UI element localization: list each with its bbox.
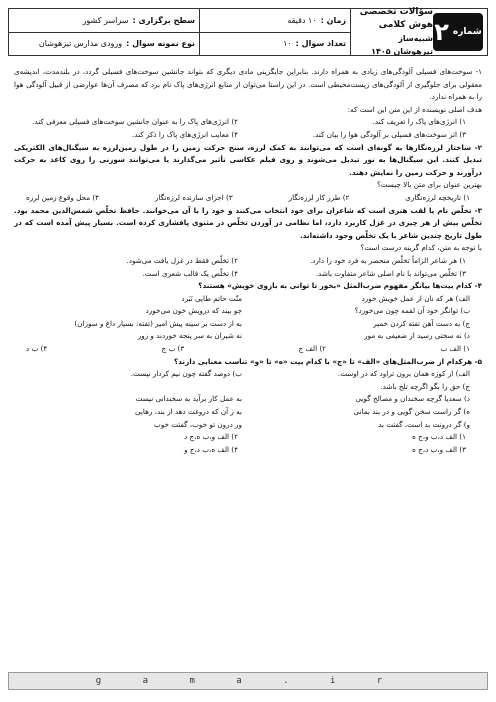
- type-label: نوع نمونه سوال :: [126, 39, 195, 49]
- time-label: زمان :: [320, 15, 346, 25]
- q1-option-4[interactable]: ۴) معایب انرژی‌های پاک را ذکر کند.: [132, 129, 238, 139]
- q4-option-1[interactable]: ۱) الف ب: [440, 344, 470, 354]
- q5-option-2[interactable]: ۲) الف و،ب ه،ج د: [184, 432, 238, 442]
- exam-header: [8, 8, 488, 56]
- exam-title-line2: شبیه‌ساز تیزهوشان ۱۴۰۵: [371, 34, 433, 56]
- q5-verse-d2: به عمل کار برآید به سخندانی نیست: [135, 394, 242, 404]
- question-5-verses: [14, 393, 482, 431]
- q2-option-3[interactable]: ۳) اجزای سازنده لرزه‌نگار: [154, 192, 233, 202]
- q3-option-3[interactable]: ۳) تخلّص می‌تواند با نام اصلی شاعر متفاوت باشد.: [315, 268, 466, 278]
- question-2-options: [14, 192, 482, 205]
- question-4-options: [14, 343, 482, 356]
- q5-proverb-b: ب) دوصد گفته چون نیم کردار نیست.: [130, 369, 242, 379]
- question-3-options: [14, 255, 482, 280]
- q4-verse-b1: ب) توانگر خود آن لقمه چون می‌خورد؟: [354, 306, 470, 316]
- q1-option-2[interactable]: ۲) انرژی‌های پاک را به عنوان جانشین سوخت‌های فسیلی معرفی کند.: [32, 117, 238, 127]
- q5-verse-f2: ور درون تو خوب، گفتت خوب: [154, 419, 242, 429]
- question-2-text: ۲- ساختار لرزه‌نگارها به گونه‌ای است که می‌توانند به کمک لرزه، سنج حرکت زمین را در طول زمین‌لرزه به سیگنال‌های الکتریکی تبدیل کنند. این سیگنال‌ها به نور تبدیل می‌شوند و روی فیلم عکاسی تأثیر می‌گذارند یا می‌توانند سوزنی را روی کاغذ به حرکت درآورند و حرکت زمین را نمایش دهند.: [14, 142, 482, 177]
- question-3-text: ۳- تخلّص نام یا لقب هنری است که شاعران برای خود انتخاب می‌کنند و خود را با آن می‌خوانند. حافظ تخلّص شمس‌الدین محمد بود. تخلّص بیش از هر چیزی در غزل کاربرد دارد، اما نظامی در آوردن تخلّص در مثنوی پافشاری کرده است. بسیار پیش آمده است که در طول تاریخ چندین شاعر با یک تخلّص وجود داشته‌اند.: [14, 205, 482, 240]
- footer-bar: [8, 672, 488, 690]
- header-info-mid: [200, 9, 351, 55]
- question-1-text: ۱- سوخت‌های فسیلی آلودگی‌های زیادی به همراه دارند. بنابراین جایگزینی مادی دیگری که بتواند جانشین سوخت‌های فسیلی گردد، در بلندمدت، اندیشه‌ی معقولی برای جلوگیری از آلودگی‌های زیست‌محیطی است. در این راستا می‌توان از منابع انرژی‌های پاک نام برد که مصرف آن‌ها عوارضی از قبیل آلودگی هوا را به همراه ندارد.: [14, 67, 482, 102]
- level-cell: [9, 9, 199, 32]
- q4-verse-d2: نه شیران به سر پنجه خوردند و زور: [137, 331, 242, 341]
- question-3-prompt: با توجه به متن، کدام گزینه درست است؟: [360, 243, 482, 253]
- q1-option-1[interactable]: ۱) انرژی‌های پاک را تعریف کند.: [372, 117, 466, 127]
- q4-verse-c2: به از دست بر سینه پیش امیر (تفته: بسیار داغ و سوزان): [74, 318, 242, 328]
- count-cell: [200, 32, 350, 56]
- q5-option-1[interactable]: ۱) الف د،ب و،ج ه: [412, 432, 466, 442]
- q3-option-4[interactable]: ۴) تخلّص یک قالب شعری است.: [142, 268, 238, 278]
- q5-option-4[interactable]: ۴) الف ه،ب د،ج و: [184, 444, 238, 454]
- badge-number: ۲: [434, 18, 449, 46]
- q5-verse-f1: و) گر درونت بد است، گفتت بد: [378, 419, 470, 429]
- badge-label: شماره: [452, 27, 482, 37]
- header-info-left: [9, 9, 200, 55]
- q4-verse-a2: منّت حاتم طایی نَبَرد: [181, 293, 242, 303]
- q5-proverb-a: الف) از کوزه همان برون تراود که در اوست.: [337, 369, 470, 379]
- q4-option-4[interactable]: ۴) ب د: [26, 344, 48, 354]
- question-1-prompt: هدف اصلی نویسنده از این متن این است که:: [347, 104, 482, 114]
- q5-verse-e1: ه) گر راست سخن گویی و در بند بمانی: [353, 407, 470, 417]
- q4-verse-d1: د) نه سختی رسید از ضعیفی به مور: [364, 331, 470, 341]
- q4-verse-c1: ج) به دست آهن تفته کردن خمیر: [373, 318, 470, 328]
- q4-verse-b2: چو بیند که درویش خون می‌خورد: [145, 306, 242, 316]
- header-title-area: [351, 9, 487, 55]
- q5-proverb-c: ج) حق را بگو اگرچه تلخ باشد.: [380, 381, 470, 391]
- time-cell: [200, 9, 350, 32]
- q4-option-2[interactable]: ۲) الف ج: [298, 344, 327, 354]
- level-value: سراسر کشور: [82, 15, 129, 25]
- exam-title: [357, 6, 433, 58]
- q4-option-3[interactable]: ۳) ب ج: [161, 344, 185, 354]
- question-2-prompt: بهترین عنوان برای متن بالا چیست؟: [376, 180, 482, 190]
- q5-verse-e2: به ز آن که دروغت دهد از بند، رهایی: [134, 407, 242, 417]
- question-4-text: ۴- کدام بیت‌ها بیانگر مفهوم ضرب‌المثل «بخور تا توانی به بازوی خویش» هستند؟: [198, 281, 482, 291]
- q5-verse-d1: د) سعدیا گرچه سخندان و مصالح گویی: [355, 394, 470, 404]
- exam-number-badge: [433, 13, 483, 51]
- q2-option-1[interactable]: ۱) تاریخچه لرزه‌نگاری: [405, 192, 470, 202]
- question-1-options: [14, 116, 482, 141]
- exam-title-line1: سؤالات تخصصی هوش کلامی: [359, 7, 433, 30]
- q5-option-3[interactable]: ۳) الف و،ب د،ج ه: [412, 444, 466, 454]
- count-value: ۱۰: [283, 39, 292, 49]
- q3-option-2[interactable]: ۲) تخلّص فقط در غزل یافت می‌شود.: [126, 255, 238, 265]
- q4-verse-a1: الف) هر که نان از عمل خویش خورد: [361, 293, 470, 303]
- type-value: ورودی مدارس تیزهوشان: [38, 39, 123, 49]
- count-label: تعداد سوال :: [295, 39, 346, 49]
- question-4-verses: [14, 293, 482, 343]
- time-value: ۱۰ دقیقه: [287, 15, 317, 25]
- q3-option-1[interactable]: ۱) هر شاعر الزاماً تخلّص منحصر به فرد خود را دارد.: [309, 255, 466, 265]
- question-5-proverbs: [14, 368, 482, 393]
- footer-site: g a m a . i r: [95, 676, 401, 686]
- question-5-text: ۵- هرکدام از ضرب‌المثل‌های «الف» تا «ج» با کدام بیت «ه» تا «و» تناسب معنایی دارند؟: [174, 356, 482, 366]
- questions-area: [14, 66, 482, 456]
- q1-option-3[interactable]: ۳) اثر سوخت‌های فسیلی بر آلودگی هوا را بیان کند.: [312, 129, 466, 139]
- q2-option-2[interactable]: ۲) طرز کار لرزه‌نگار: [288, 192, 350, 202]
- level-label: سطح برگزاری :: [132, 15, 195, 25]
- type-cell: [9, 32, 199, 56]
- question-5-options: [14, 431, 482, 456]
- q2-option-4[interactable]: ۴) محل وقوع زمین لرزه: [26, 192, 100, 202]
